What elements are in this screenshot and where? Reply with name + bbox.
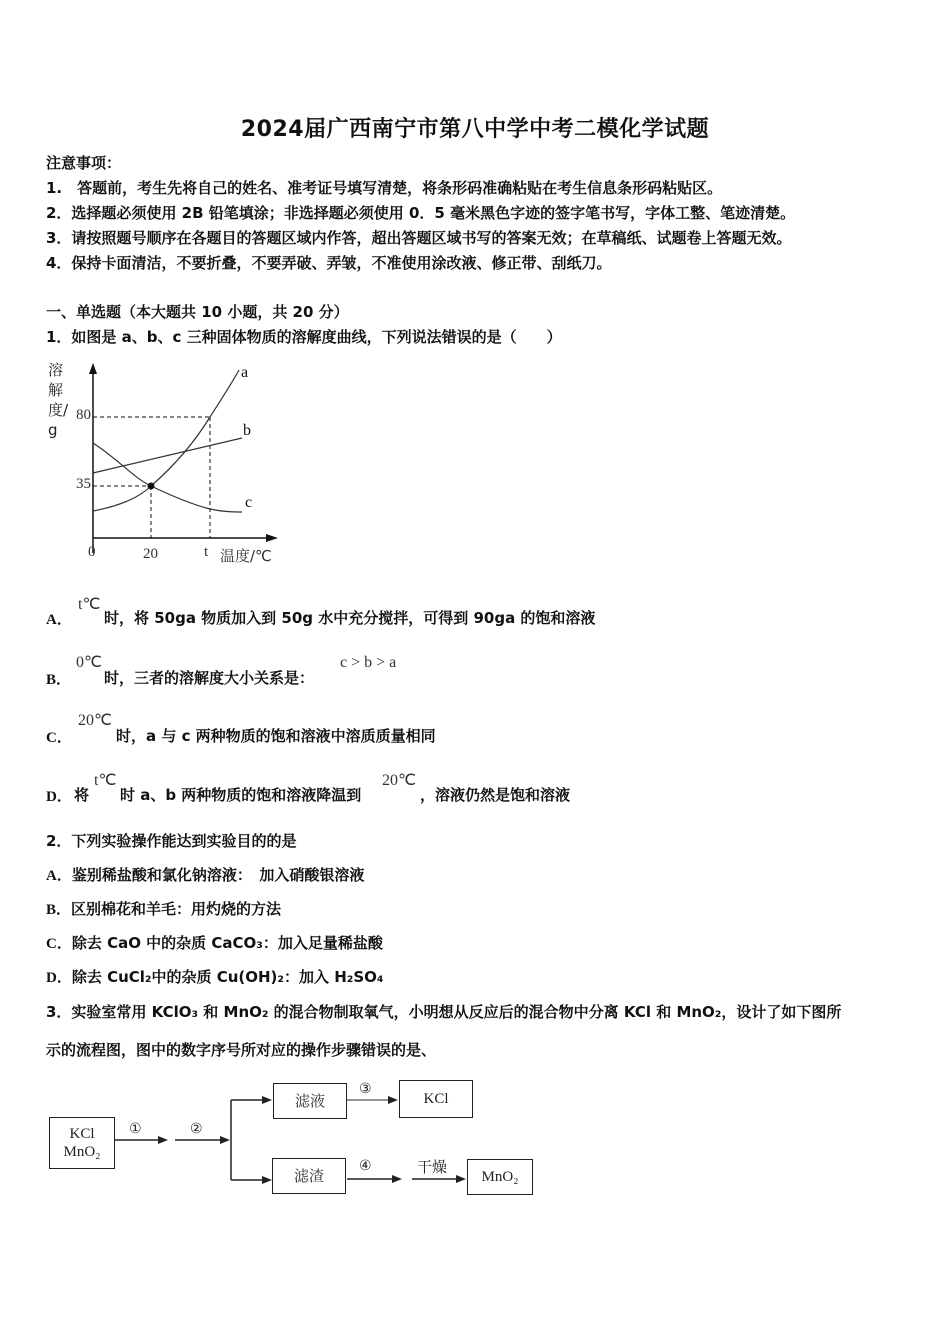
x-axis-label: 温度/℃ [220, 547, 272, 565]
y-axis-label-text: 溶解度/g [48, 361, 69, 439]
option-label: B． [46, 672, 72, 688]
y-tick-80: 80 [76, 407, 91, 423]
option-math: t℃ [78, 596, 101, 613]
product-mno2-label: MnO₂ [481, 1169, 519, 1185]
solubility-chart [44, 358, 284, 568]
question-3-stem-line-2: 示的流程图，图中的数字序号所对应的操作步骤错误的是、 [46, 1041, 437, 1059]
residue-label: 滤渣 [293, 1167, 324, 1185]
q1-option-a [46, 594, 646, 628]
x-tick-t: t [204, 544, 209, 560]
option-math: 0℃ [76, 654, 102, 671]
filtrate-label: 滤液 [294, 1092, 325, 1110]
option-text-2: ，溶液仍然是饱和溶液 [420, 786, 571, 804]
start-mixture-line-1: KCl [69, 1126, 95, 1142]
start-mixture-box [49, 1117, 115, 1169]
question-2-stem: 2．下列实验操作能达到实验目的的是 [46, 832, 297, 850]
filtrate-box [273, 1083, 347, 1119]
q2-option-a [46, 864, 364, 885]
note-item-4: 4．保持卡面清洁，不要折叠，不要弄破、弄皱，不准使用涂改液、修正带、刮纸刀。 [46, 254, 612, 272]
option-math: 20℃ [78, 712, 112, 729]
note-item-2: 2．选择题必须使用 2B 铅笔填涂；非选择题必须使用 0．5 毫米黑色字迹的签字笔书写，字体工整、笔迹清楚。 [46, 204, 796, 222]
residue-box [272, 1158, 346, 1194]
question-3-stem-line-1: 3．实验室常用 KClO₃ 和 MnO₂ 的混合物制取氧气，小明想从反应后的混合物中分离 KCl 和 MnO₂，设计了如下图所 [46, 1003, 842, 1021]
x-tick-20: 20 [143, 546, 158, 562]
section-heading: 一、单选题（本大题共 10 小题，共 20 分） [46, 303, 349, 321]
q2-option-d [46, 966, 383, 987]
note-item-3: 3．请按照题号顺序在各题目的答题区域内作答，超出答题区域书写的答案无效；在草稿纸、试题卷上答题无效。 [46, 229, 792, 247]
product-kcl-box [399, 1080, 473, 1118]
option-label: C． [46, 936, 72, 952]
q2-option-b [46, 898, 281, 919]
option-text: 时，三者的溶解度大小关系是： [104, 669, 315, 687]
option-text: 区别棉花和羊毛：用灼烧的方法 [71, 900, 282, 918]
option-math: t℃ [94, 772, 117, 789]
notes-heading: 注意事项： [46, 154, 122, 172]
q1-option-d [46, 770, 646, 804]
option-label: A． [46, 868, 72, 884]
option-text: 时 a、b 两种物质的饱和溶液降温到 [120, 786, 362, 804]
note-item-1: 1. 答题前，考生先将自己的姓名、准考证号填写清楚，将条形码准确粘贴在考生信息条形码粘贴区。 [46, 179, 723, 197]
step-3-label: ③ [359, 1081, 372, 1097]
step-1-label: ① [129, 1121, 142, 1137]
option-text: 时，将 50ga 物质加入到 50g 水中充分搅拌，可得到 90ga 的饱和溶液 [104, 609, 596, 627]
q1-option-b [46, 652, 646, 686]
question-1-stem: 1．如图是 a、b、c 三种固体物质的溶解度曲线，下列说法错误的是（ ） [46, 328, 562, 346]
y-axis-label [48, 360, 68, 440]
option-text: 时，a 与 c 两种物质的饱和溶液中溶质质量相同 [116, 727, 436, 745]
option-math-2: 20℃ [382, 772, 416, 789]
q2-option-c [46, 932, 383, 953]
step-2-label: ② [190, 1121, 203, 1137]
curve-label-a: a [241, 364, 249, 381]
option-label: C． [46, 730, 72, 746]
q1-option-c [46, 710, 646, 744]
page-title: 2024届广西南宁市第八中学中考二模化学试题 [240, 117, 710, 142]
option-label: D． [46, 789, 72, 805]
option-label: A． [46, 612, 72, 628]
option-text: 除去 CuCl₂中的杂质 Cu(OH)₂：加入 H₂SO₄ [71, 968, 384, 986]
option-text: 除去 CaO 中的杂质 CaCO₃：加入足量稀盐酸 [71, 934, 383, 952]
option-label: B． [46, 902, 72, 918]
option-label: D． [46, 970, 72, 986]
curve-label-b: b [243, 422, 251, 439]
separation-flowchart [40, 1072, 550, 1202]
option-text-pre: 将 [74, 786, 90, 804]
option-math-relation: c > b > a [340, 654, 397, 671]
dry-label: 干燥 [417, 1158, 448, 1176]
y-tick-35: 35 [76, 476, 91, 492]
solubility-chart-svg [44, 358, 284, 568]
product-kcl-label: KCl [423, 1091, 449, 1107]
start-mixture-line-2: MnO₂ [63, 1144, 101, 1160]
step-4-label: ④ [359, 1158, 372, 1174]
curve-label-c: c [245, 494, 253, 511]
product-mno2-box [467, 1159, 533, 1195]
option-text: 鉴别稀盐酸和氯化钠溶液： 加入硝酸银溶液 [71, 866, 365, 884]
x-tick-0: 0 [88, 544, 96, 560]
